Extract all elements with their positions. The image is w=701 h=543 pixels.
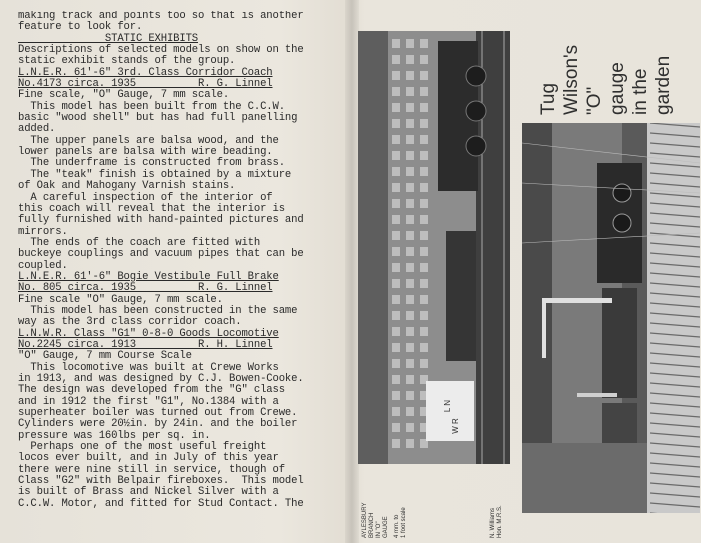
text-line: this coach will reveal that the interior is xyxy=(18,202,285,215)
text-line: pressure was 160lbs per sq. in. xyxy=(18,429,211,442)
text-line: static exhibit stands of the group. xyxy=(18,55,236,68)
title-line: gauge xyxy=(607,62,628,115)
photo1-caption xyxy=(360,470,510,540)
garden-railway-photo xyxy=(522,123,700,513)
caption-line: AYLESBURY xyxy=(362,502,368,538)
text-line: This model has been constructed in the same xyxy=(18,304,298,317)
title-line: garden xyxy=(653,55,674,115)
text-line: No. 805 circa. 1935 R. G. Linnel xyxy=(18,282,273,295)
text-line: way as the 3rd class corridor coach. xyxy=(18,316,242,329)
text-line: superheater boiler was turned out from Crewe. xyxy=(18,407,298,420)
brochure-title xyxy=(537,45,675,115)
text-line: Fine scale, "O" Gauge, 7 mm scale. xyxy=(18,89,230,102)
text-line: Fine scale "O" Gauge, 7 mm scale. xyxy=(18,293,223,306)
text-line: C.C.W. Motor, and fitted for Stud Contact. The xyxy=(18,497,304,510)
text-line: Cylinders were 20½in. by 24in. and the boiler xyxy=(18,418,298,431)
title-line: Wilson's xyxy=(561,44,582,115)
text-line: basic "wood shell" but has had full panelling xyxy=(18,112,298,125)
caption-line: 1 foot scale xyxy=(401,507,407,538)
aylesbury-branch-photo xyxy=(358,31,510,464)
text-line: Descriptions of selected models on show on the xyxy=(18,44,304,57)
title-line: Tug xyxy=(538,82,559,115)
text-line: No.2245 circa. 1913 R. H. Linnel xyxy=(18,338,273,351)
text-line: STATIC EXHIBITS xyxy=(18,32,199,45)
text-line: locos ever built, and in July of this year xyxy=(18,452,279,465)
text-line: making track and points too so that is another xyxy=(18,11,304,22)
text-line: lower panels are balsa with wire beading. xyxy=(18,146,273,159)
text-line: L.N.E.R. 61'-6" Bogie Vestibule Full Brake xyxy=(18,270,279,283)
text-line: coupled. xyxy=(18,259,68,272)
page-fold xyxy=(345,0,359,543)
shed-sign-2: W R xyxy=(451,418,460,434)
text-line: mirrors. xyxy=(18,225,68,238)
text-line: L.N.W.R. Class "G1" 0-8-0 Goods Locomotive xyxy=(18,327,279,340)
brochure-title-block xyxy=(525,10,700,120)
text-line: and in 1912 the first "G1", No.1384 with a xyxy=(18,395,279,408)
static-exhibits-text xyxy=(18,11,330,536)
text-line: L.N.E.R. 61'-6" 3rd. Class Corridor Coach xyxy=(18,66,273,79)
caption-line: 4 mm. to xyxy=(394,514,400,538)
text-line: is built of Brass and Nickel Silver with a xyxy=(18,486,279,499)
shed-sign-1: L N xyxy=(443,399,452,413)
text-line: This model has been built from the C.C.W. xyxy=(18,100,285,113)
text-line: fully furnished with hand-painted pictures and xyxy=(18,214,304,227)
text-line: in 1913, and was designed by C.J. Bowen-Cooke. xyxy=(18,373,304,385)
text-line: feature to look for. xyxy=(18,21,143,34)
credit-line: N. Williams xyxy=(490,508,496,538)
text-line: No.4173 circa. 1935 R. G. Linnel xyxy=(18,78,273,91)
title-line: "O" xyxy=(584,86,605,115)
caption-line: BRANCH xyxy=(369,512,375,538)
caption-line: GAUGE xyxy=(383,516,389,538)
text-line: A careful inspection of the interior of xyxy=(18,191,273,204)
title-line: in the xyxy=(630,68,651,115)
text-line: "O" Gauge, 7 mm Course Scale xyxy=(18,350,192,363)
text-line: The upper panels are balsa wood, and the xyxy=(18,134,279,147)
text-line: added. xyxy=(18,123,56,136)
text-line: The underframe is constructed from brass. xyxy=(18,157,285,170)
credit-line: Hon. M.R.S. xyxy=(497,505,503,538)
caption-line: IN "O" xyxy=(376,521,382,538)
text-line: buckeye couplings and vacuum pipes that can be xyxy=(18,248,304,261)
text-line: of Oak and Mahogany Varnish stains. xyxy=(18,180,236,193)
text-line: Class "G2" with Belpair fireboxes. This model xyxy=(18,475,304,488)
text-line: The design was developed from the "G" class xyxy=(18,384,285,397)
text-line: The "teak" finish is obtained by a mixture xyxy=(18,168,292,181)
text-line: This locomotive was built at Crewe Works xyxy=(18,361,279,374)
text-line: there were nine still in service, though of xyxy=(18,463,285,476)
text-line: Perhaps one of the most useful freight xyxy=(18,441,267,454)
text-line: The ends of the coach are fitted with xyxy=(18,236,261,249)
